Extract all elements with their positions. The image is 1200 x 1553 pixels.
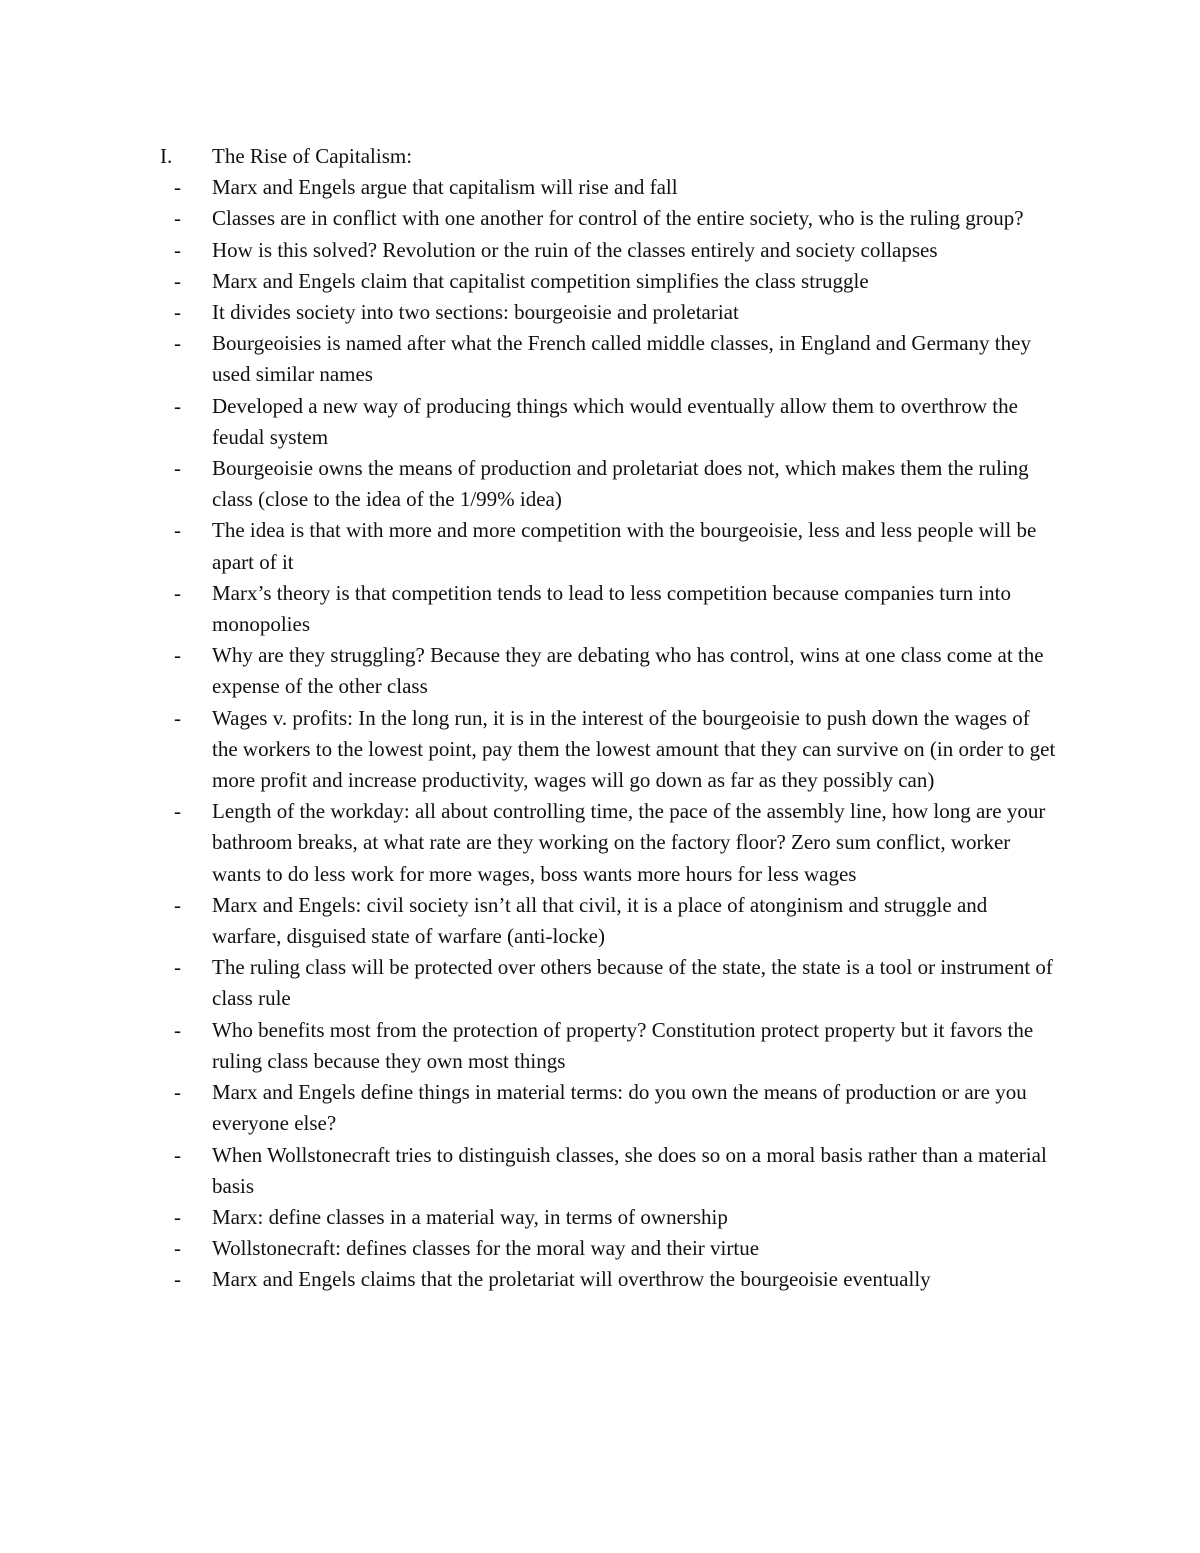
bullet-text: Wages v. profits: In the long run, it is in the interest of the bourgeoisie to push down the wages of the workers to the lowest point, pay them the lowest amount that they can survive on (in order to get more profit and increase productivity, wages will go down as far as they possibly can) bbox=[212, 705, 1056, 793]
bullet-dash: - bbox=[174, 955, 181, 980]
bullet-text: Marx and Engels claim that capitalist competition simplifies the class struggle bbox=[212, 268, 869, 293]
bullet-text: Marx’s theory is that competition tends to lead to less competition because companies turn into monopolies bbox=[212, 580, 1011, 637]
bullet-dash: - bbox=[174, 1236, 181, 1261]
bullet-text: Marx and Engels claims that the proletariat will overthrow the bourgeoisie eventually bbox=[212, 1267, 931, 1292]
bullet-dash: - bbox=[174, 705, 181, 730]
bullet-dash: - bbox=[174, 1267, 181, 1292]
bullet-dash: - bbox=[174, 456, 181, 481]
bullet-text: Classes are in conflict with one another for control of the entire society, who is the ruling group? bbox=[212, 206, 1024, 231]
bullet-text: How is this solved? Revolution or the ruin of the classes entirely and society collapses bbox=[212, 237, 938, 262]
bullet-item bbox=[160, 235, 1060, 266]
bullet-item bbox=[160, 796, 1060, 890]
bullet-text: Length of the workday: all about controlling time, the pace of the assembly line, how long are your bathroom breaks, at what rate are they working on the factory floor? Zero sum conflict, worker wants to do less work for more wages, boss wants more hours for less wages bbox=[212, 799, 1046, 886]
bullet-text: Marx: define classes in a material way, in terms of ownership bbox=[212, 1204, 728, 1229]
bullet-item bbox=[160, 328, 1060, 390]
bullet-item bbox=[160, 578, 1060, 640]
bullet-item bbox=[160, 640, 1060, 702]
bullet-text: Marx and Engels: civil society isn’t all that civil, it is a place of atonginism and struggle and warfare, disguised state of warfare (anti-locke) bbox=[212, 892, 988, 949]
bullet-text: Developed a new way of producing things which would eventually allow them to overthrow the feudal system bbox=[212, 393, 1018, 449]
bullet-item bbox=[160, 1077, 1060, 1139]
bullet-text: It divides society into two sections: bourgeoisie and proletariat bbox=[212, 300, 739, 325]
bullet-item bbox=[160, 203, 1060, 234]
bullet-text: Bourgeoisies is named after what the French called middle classes, in England and Germany they used similar names bbox=[212, 331, 1031, 387]
bullet-list bbox=[160, 172, 1060, 1295]
bullet-item bbox=[160, 266, 1060, 297]
bullet-dash: - bbox=[174, 518, 181, 543]
bullet-dash: - bbox=[174, 1142, 181, 1167]
bullet-dash: - bbox=[174, 643, 181, 668]
bullet-item bbox=[160, 703, 1060, 797]
bullet-dash: - bbox=[174, 237, 181, 262]
section-heading bbox=[160, 141, 1060, 172]
bullet-item bbox=[160, 1202, 1060, 1233]
section-title: The Rise of Capitalism: bbox=[212, 144, 413, 168]
bullet-dash: - bbox=[174, 892, 181, 917]
bullet-item bbox=[160, 1233, 1060, 1264]
bullet-text: Bourgeoisie owns the means of production and proletariat does not, which makes them the ruling class (close to the idea of the 1/99% idea) bbox=[212, 456, 1029, 512]
bullet-dash: - bbox=[174, 331, 181, 356]
bullet-text: The idea is that with more and more competition with the bourgeoisie, less and less people will be apart of it bbox=[212, 518, 1037, 574]
bullet-text: Marx and Engels define things in material terms: do you own the means of production or are you everyone else? bbox=[212, 1080, 1027, 1136]
bullet-dash: - bbox=[174, 1080, 181, 1105]
bullet-dash: - bbox=[174, 1204, 181, 1229]
bullet-item bbox=[160, 453, 1060, 515]
bullet-dash: - bbox=[174, 580, 181, 605]
bullet-item bbox=[160, 952, 1060, 1014]
bullet-item bbox=[160, 1015, 1060, 1077]
bullet-dash: - bbox=[174, 1017, 181, 1042]
bullet-item bbox=[160, 391, 1060, 453]
bullet-dash: - bbox=[174, 268, 181, 293]
bullet-item bbox=[160, 297, 1060, 328]
bullet-text: The ruling class will be protected over others because of the state, the state is a tool or instrument of class rule bbox=[212, 955, 1053, 1011]
bullet-dash: - bbox=[174, 206, 181, 231]
bullet-item bbox=[160, 1140, 1060, 1202]
bullet-item bbox=[160, 1264, 1060, 1295]
section-numeral: I. bbox=[160, 144, 173, 168]
bullet-text: Marx and Engels argue that capitalism will rise and fall bbox=[212, 175, 678, 200]
bullet-item bbox=[160, 172, 1060, 203]
bullet-text: Who benefits most from the protection of property? Constitution protect property but it favors the ruling class because they own most things bbox=[212, 1017, 1034, 1073]
bullet-text: Wollstonecraft: defines classes for the moral way and their virtue bbox=[212, 1236, 760, 1261]
bullet-dash: - bbox=[174, 799, 181, 824]
bullet-text: When Wollstonecraft tries to distinguish classes, she does so on a moral basis rather than a material basis bbox=[212, 1142, 1047, 1198]
bullet-text: Why are they struggling? Because they are debating who has control, wins at one class come at the expense of the other class bbox=[212, 643, 1044, 699]
bullet-dash: - bbox=[174, 175, 181, 200]
bullet-item bbox=[160, 515, 1060, 577]
outline-section bbox=[160, 141, 1060, 1296]
bullet-item bbox=[160, 890, 1060, 952]
bullet-dash: - bbox=[174, 300, 181, 325]
bullet-dash: - bbox=[174, 393, 181, 418]
